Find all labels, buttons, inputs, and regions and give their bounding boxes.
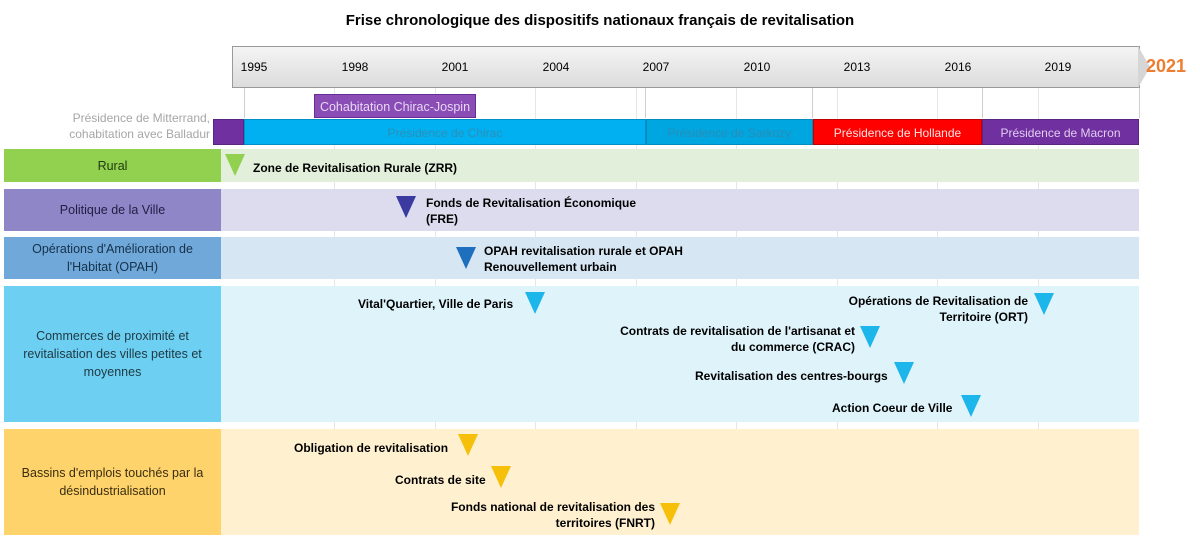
grid-line xyxy=(812,88,813,118)
event-vital-quartier: Vital'Quartier, Ville de Paris xyxy=(358,297,514,311)
event-fnrt: Fonds national de revitalisation des territoires (FNRT) xyxy=(450,500,655,530)
event-contrats-de-site: Contrats de site xyxy=(395,473,486,487)
triangle-marker-icon xyxy=(894,362,914,384)
event-ort: Opérations de Revitalisation de Territoire (ORT) xyxy=(848,294,1028,324)
triangle-marker-icon xyxy=(961,395,981,417)
presidency-macron: Présidence de Macron xyxy=(982,119,1139,145)
event-crac: Contrats de revitalisation de l'artisanat et du commerce (CRAC) xyxy=(620,324,855,354)
row-label-opah: Opérations d'Amélioration de l'Habitat (OPAH) xyxy=(4,237,221,279)
year-end-label: 2021 xyxy=(1146,56,1187,76)
row-label-commerces: Commerces de proximité et revitalisation des villes petites et moyennes xyxy=(4,286,221,422)
row-label-rural: Rural xyxy=(4,149,221,182)
year-label: 2007 xyxy=(642,60,670,74)
year-label: 2013 xyxy=(843,60,871,74)
triangle-marker-icon xyxy=(860,326,880,348)
triangle-marker-icon xyxy=(456,247,476,269)
triangle-marker-icon xyxy=(660,503,680,525)
triangle-marker-icon xyxy=(1034,293,1054,315)
chart-title: Frise chronologique des dispositifs nationaux français de revitalisation xyxy=(345,12,855,29)
triangle-marker-icon xyxy=(525,292,545,314)
grid-line xyxy=(982,88,983,118)
year-label: 2019 xyxy=(1044,60,1072,74)
triangle-marker-icon xyxy=(458,434,478,456)
triangle-marker-icon xyxy=(491,466,511,488)
grid-line xyxy=(645,88,646,118)
presidency-hollande: Présidence de Hollande xyxy=(813,119,982,145)
row-label-bassins: Bassins d'emplois touchés par la désindustrialisation xyxy=(4,429,221,535)
presidency-mitterrand-bar xyxy=(213,119,244,145)
year-label: 2016 xyxy=(944,60,972,74)
triangle-marker-icon xyxy=(396,196,416,218)
presidency-mitterrand-label: Présidence de Mitterrand, cohabitation avec Balladur xyxy=(69,111,210,141)
year-label: 1995 xyxy=(240,60,268,74)
year-label: 1998 xyxy=(341,60,369,74)
grid-line xyxy=(244,88,245,118)
event-action-coeur-de-ville: Action Coeur de Ville xyxy=(832,401,953,415)
event-zrr: Zone de Revitalisation Rurale (ZRR) xyxy=(253,161,458,175)
event-obligation-revitalisation: Obligation de revitalisation xyxy=(294,441,449,455)
year-label: 2004 xyxy=(542,60,570,74)
cohabitation-chirac-jospin: Cohabitation Chirac-Jospin xyxy=(314,94,476,118)
presidency-sarkozy: Présidence de Sarkozy xyxy=(646,119,813,145)
event-centres-bourgs: Revitalisation des centres-bourgs xyxy=(695,369,888,383)
triangle-marker-icon xyxy=(225,154,245,176)
event-opah: OPAH revitalisation rurale et OPAH Renouvellement urbain xyxy=(484,244,683,274)
grid-line xyxy=(1139,88,1140,118)
row-label-ville: Politique de la Ville xyxy=(4,189,221,231)
row-band-ville xyxy=(221,189,1139,231)
event-fre: Fonds de Revitalisation Économique (FRE) xyxy=(426,196,637,226)
presidency-chirac: Présidence de Chirac xyxy=(244,119,646,145)
year-label: 2001 xyxy=(441,60,469,74)
year-label: 2010 xyxy=(743,60,771,74)
